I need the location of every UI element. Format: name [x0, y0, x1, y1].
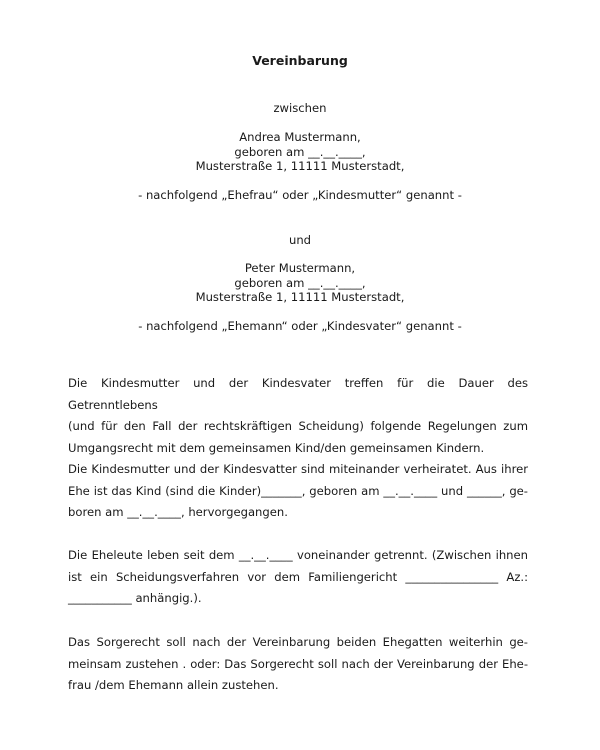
paragraph-line: Die Kindesmutter und der Kindesvater treffen für die Dauer des Getrenntlebens: [68, 376, 528, 412]
paragraph-custody: [68, 632, 528, 697]
party1-role: - nachfolgend „Ehefrau“ oder „Kindesmutter“ genannt -: [138, 188, 462, 202]
party2-name: Peter Mustermann,: [244, 261, 356, 275]
and-label: und: [288, 233, 312, 247]
paragraph-line: Das Sorgerecht soll nach der Vereinbarung beiden Ehegatten weiterhin ge-: [68, 635, 528, 649]
party2-block: [0, 261, 600, 305]
paragraph-separation: [68, 373, 528, 459]
paragraph-line: ___________ anhängig.).: [68, 591, 202, 605]
party1-block: [0, 130, 600, 174]
party1-name: Andrea Mustermann,: [239, 130, 361, 144]
paragraph-line: ist ein Scheidungsverfahren vor dem Familiengericht ________________ Az.:: [68, 569, 528, 584]
paragraph-marriage: [68, 459, 528, 524]
paragraph-line: Umgangsrecht mit dem gemeinsamen Kind/den gemeinsamen Kindern.: [68, 440, 485, 455]
party2-born: geboren am __.__.____,: [234, 275, 366, 290]
paragraph-line: (und für den Fall der rechtskräftigen Scheidung) folgende Regelungen zum: [68, 419, 528, 433]
paragraph-line: meinsam zustehen . oder: Das Sorgerecht soll nach der Vereinbarung der Ehe-: [68, 656, 528, 671]
paragraph-line: Die Eheleute leben seit dem __.__.____ voneinander getrennt. (Zwischen ihnen: [68, 548, 528, 562]
paragraph-line: frau /dem Ehemann allein zustehen.: [68, 678, 279, 692]
party2-role: - nachfolgend „Ehemann“ oder „Kindesvater“ genannt -: [138, 319, 462, 333]
between-label: zwischen: [273, 101, 327, 115]
party1-address: Musterstraße 1, 11111 Musterstadt,: [195, 159, 405, 173]
party1-born: geboren am __.__.____,: [234, 144, 366, 159]
paragraph-line: Die Kindesmutter und der Kindesvatter sind miteinander verheiratet. Aus ihrer: [68, 462, 528, 476]
paragraph-line: Ehe ist das Kind (sind die Kinder)_______, geboren am __.__.____ und ______, ge-: [68, 483, 528, 498]
party2-address: Musterstraße 1, 11111 Musterstadt,: [195, 290, 405, 304]
document-title: Vereinbarung: [252, 53, 348, 68]
paragraph-living-apart: [68, 545, 528, 610]
paragraph-line: boren am __.__.____, hervorgegangen.: [68, 505, 288, 519]
